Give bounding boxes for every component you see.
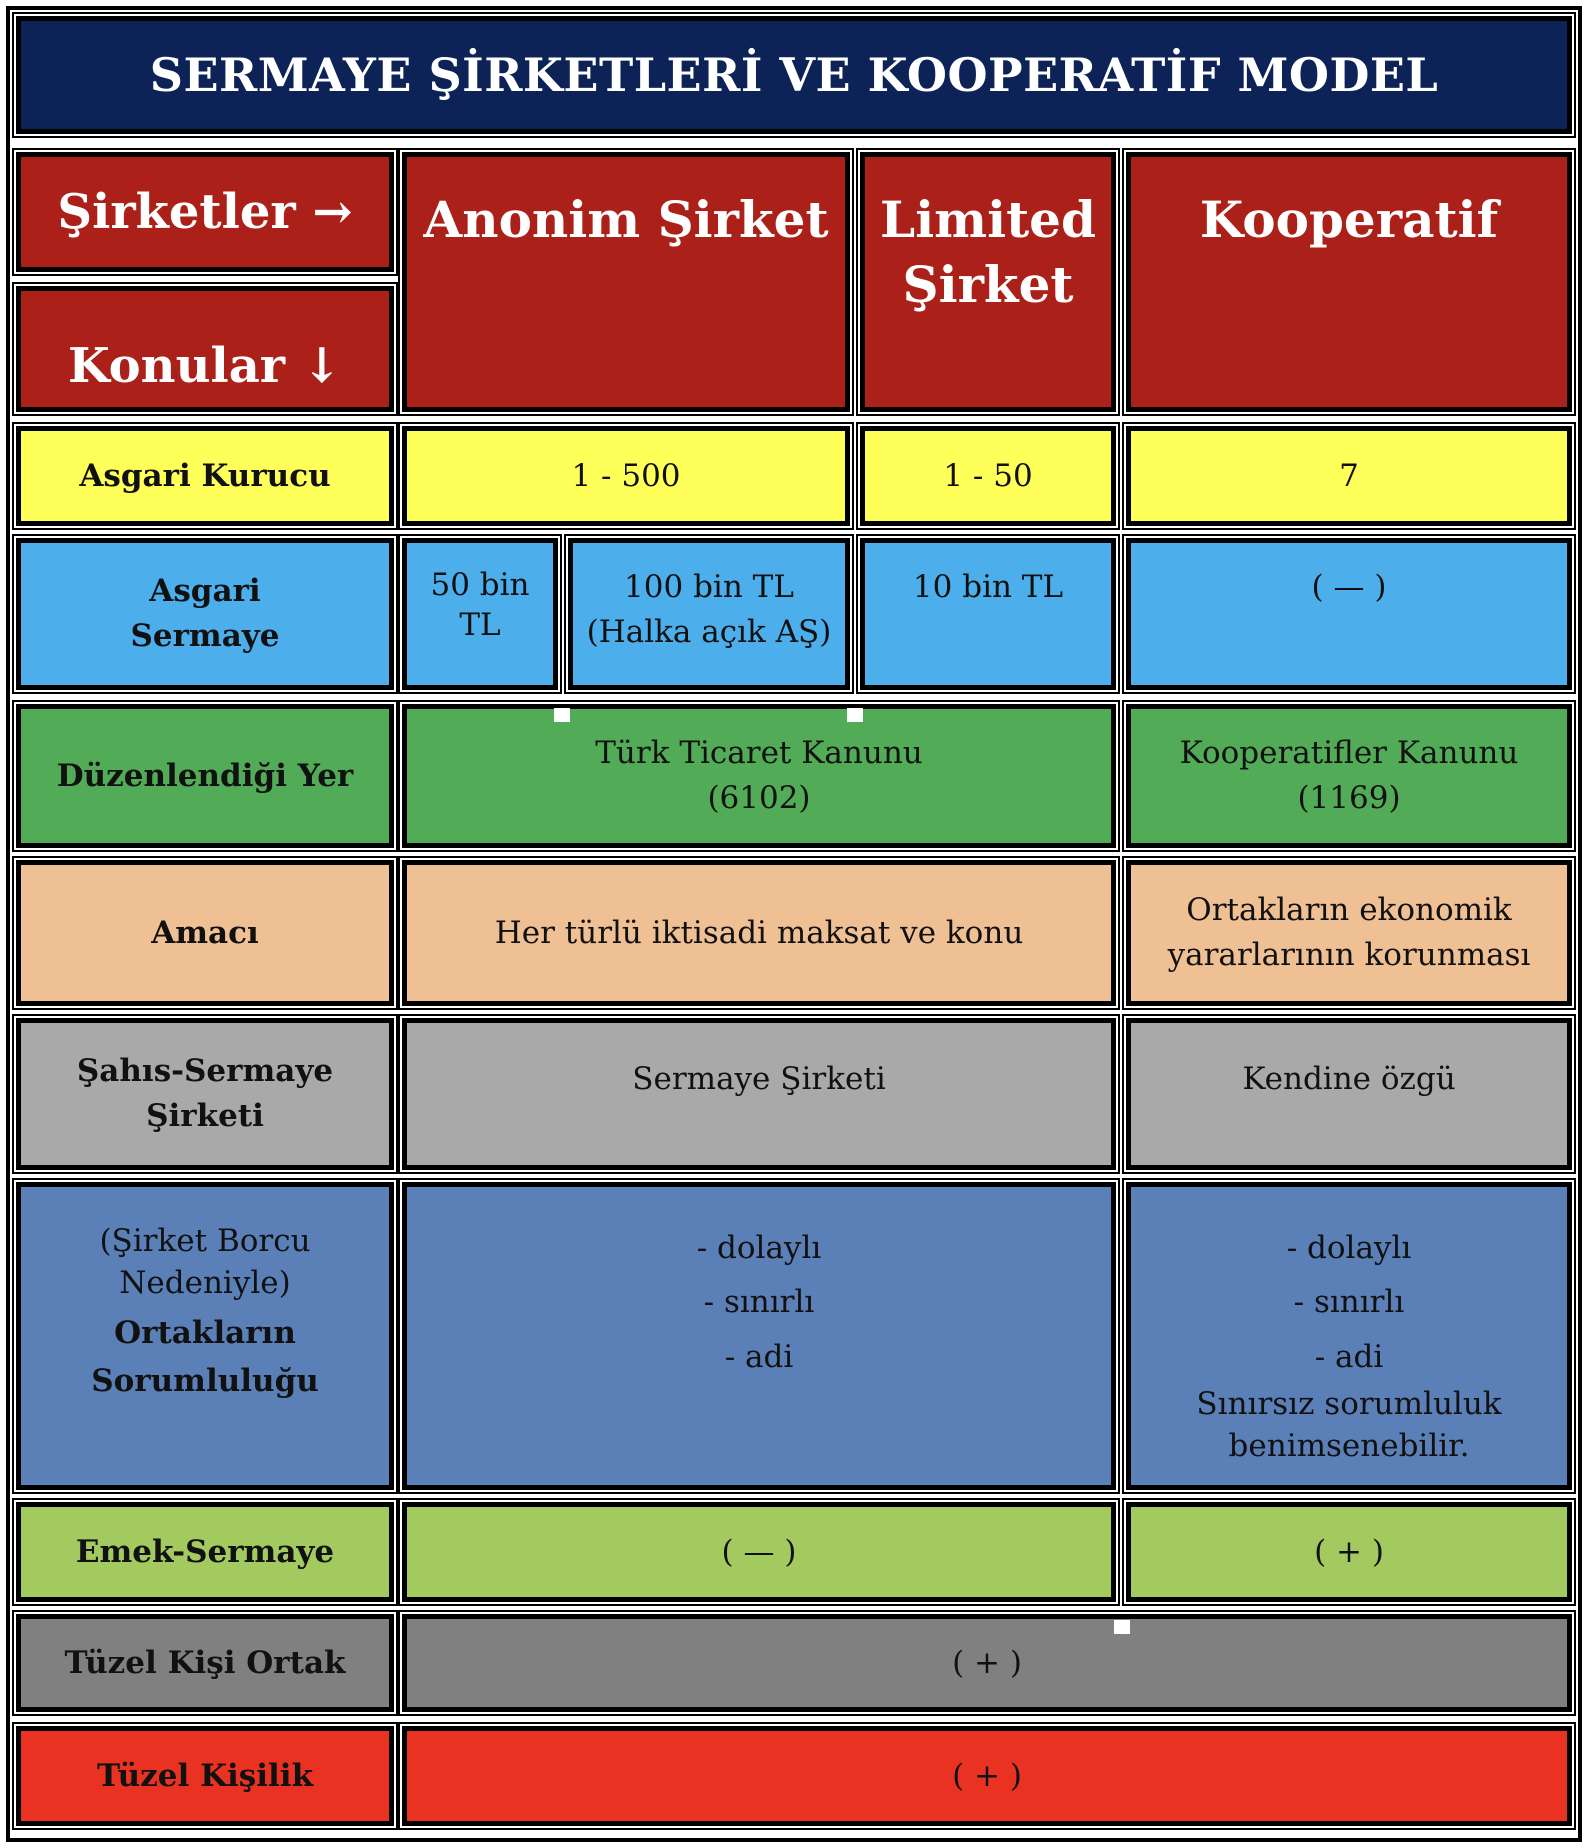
cell-emek-sermaye-kooperatif — [1126, 1502, 1572, 1602]
row-label-emek-sermaye — [16, 1502, 394, 1602]
cell-text: ( + ) — [952, 1757, 1022, 1794]
row-label-text: Asgari Kurucu — [79, 457, 331, 494]
cell-text: - dolaylı - sınırlı - adi — [696, 1230, 822, 1375]
cell-text: ( — ) — [721, 1533, 797, 1570]
cell-tuzel-kisi-ortak-all — [402, 1614, 1572, 1712]
cell-emek-sermaye-sermaye — [402, 1502, 1116, 1602]
row-label-sahis-sermaye — [16, 1018, 394, 1170]
row-label-text: Tüzel Kişi Ortak — [64, 1644, 346, 1681]
cell-asgari-sermaye-kooperatif — [1126, 538, 1572, 690]
cell-text: 50 bin TL — [430, 567, 530, 644]
cell-asgari-sermaye-limited — [860, 538, 1116, 690]
cell-text: Her türlü iktisadi maksat ve konu — [494, 914, 1024, 951]
cell-asgari-kurucu-kooperatif — [1126, 426, 1572, 526]
cell-text: Sermaye Şirketi — [632, 1061, 886, 1097]
column-header-anonim-text: Anonim Şirket — [423, 190, 829, 249]
column-header-limited-text: Limited Şirket — [880, 190, 1096, 314]
cell-text: Ortakların ekonomik yararlarının korunması — [1167, 892, 1531, 973]
column-header-kooperatif-text: Kooperatif — [1199, 190, 1499, 249]
cell-duzenlendigi-yer-kooperatif — [1126, 704, 1572, 848]
header-companies-text: Şirketler → — [57, 183, 353, 240]
row-label-text: Şahıs-Sermaye Şirketi — [76, 1053, 334, 1134]
row-label-text: Asgari Sermaye — [130, 573, 280, 654]
row-label-asgari-kurucu — [16, 426, 394, 526]
header-companies-label — [16, 152, 394, 272]
row-label-tuzel-kisilik — [16, 1726, 394, 1826]
cell-text: ( + ) — [1314, 1533, 1384, 1570]
row-label-text: Ortakların Sorumluluğu — [91, 1314, 319, 1399]
row-label-note: (Şirket Borcu Nedeniyle) — [99, 1223, 311, 1301]
cell-text: Kendine özgü — [1242, 1061, 1456, 1097]
cell-text: Kooperatifler Kanunu (1169) — [1179, 735, 1519, 816]
header-topics-text: Konular ↓ — [67, 337, 343, 394]
cell-asgari-kurucu-anonim — [402, 426, 850, 526]
row-label-text: Amacı — [151, 914, 259, 951]
row-label-asgari-sermaye — [16, 538, 394, 690]
cell-sahis-sermaye-kooperatif — [1126, 1018, 1572, 1170]
column-header-anonim — [402, 152, 850, 412]
row-label-text: Emek-Sermaye — [75, 1533, 335, 1570]
page-title — [16, 16, 1572, 134]
header-topics-label — [16, 286, 394, 412]
cell-note: Sınırsız sorumluluk benimsenebilir. — [1196, 1385, 1502, 1464]
cell-sorumluluk-kooperatif — [1126, 1182, 1572, 1490]
row-label-text: Düzenlendiği Yer — [56, 757, 354, 794]
cell-sahis-sermaye-sermaye — [402, 1018, 1116, 1170]
selection-marker — [847, 708, 863, 722]
row-label-text: Tüzel Kişilik — [96, 1757, 314, 1794]
cell-text: Türk Ticaret Kanunu (6102) — [595, 735, 923, 816]
cell-text: 1 - 50 — [943, 457, 1033, 494]
selection-marker — [554, 708, 570, 722]
cell-amaci-kooperatif — [1126, 860, 1572, 1006]
column-header-kooperatif — [1126, 152, 1572, 412]
cell-asgari-sermaye-anonim-standard — [402, 538, 558, 690]
cell-asgari-kurucu-limited — [860, 426, 1116, 526]
selection-marker — [1114, 1620, 1130, 1634]
cell-sorumluluk-sermaye — [402, 1182, 1116, 1490]
cell-asgari-sermaye-anonim-public — [568, 538, 850, 690]
cell-text: 1 - 500 — [571, 457, 681, 494]
cell-amaci-sermaye — [402, 860, 1116, 1006]
cell-tuzel-kisilik-all — [402, 1726, 1572, 1826]
cell-duzenlendigi-yer-sermaye — [402, 704, 1116, 848]
row-label-tuzel-kisi-ortak — [16, 1614, 394, 1712]
cell-text: - dolaylı - sınırlı - adi — [1286, 1230, 1412, 1375]
cell-text: 10 bin TL — [912, 569, 1064, 605]
row-label-duzenlendigi-yer — [16, 704, 394, 848]
cell-text: 100 bin TL (Halka açık AŞ) — [586, 569, 832, 650]
column-header-limited — [860, 152, 1116, 412]
title-text: SERMAYE ŞİRKETLERİ VE KOOPERATİF MODEL — [149, 47, 1439, 102]
row-label-amaci — [16, 860, 394, 1006]
row-label-sorumluluk — [16, 1182, 394, 1490]
cell-text: ( + ) — [952, 1644, 1022, 1681]
cell-text: 7 — [1339, 457, 1359, 494]
cell-text: ( — ) — [1311, 569, 1387, 605]
